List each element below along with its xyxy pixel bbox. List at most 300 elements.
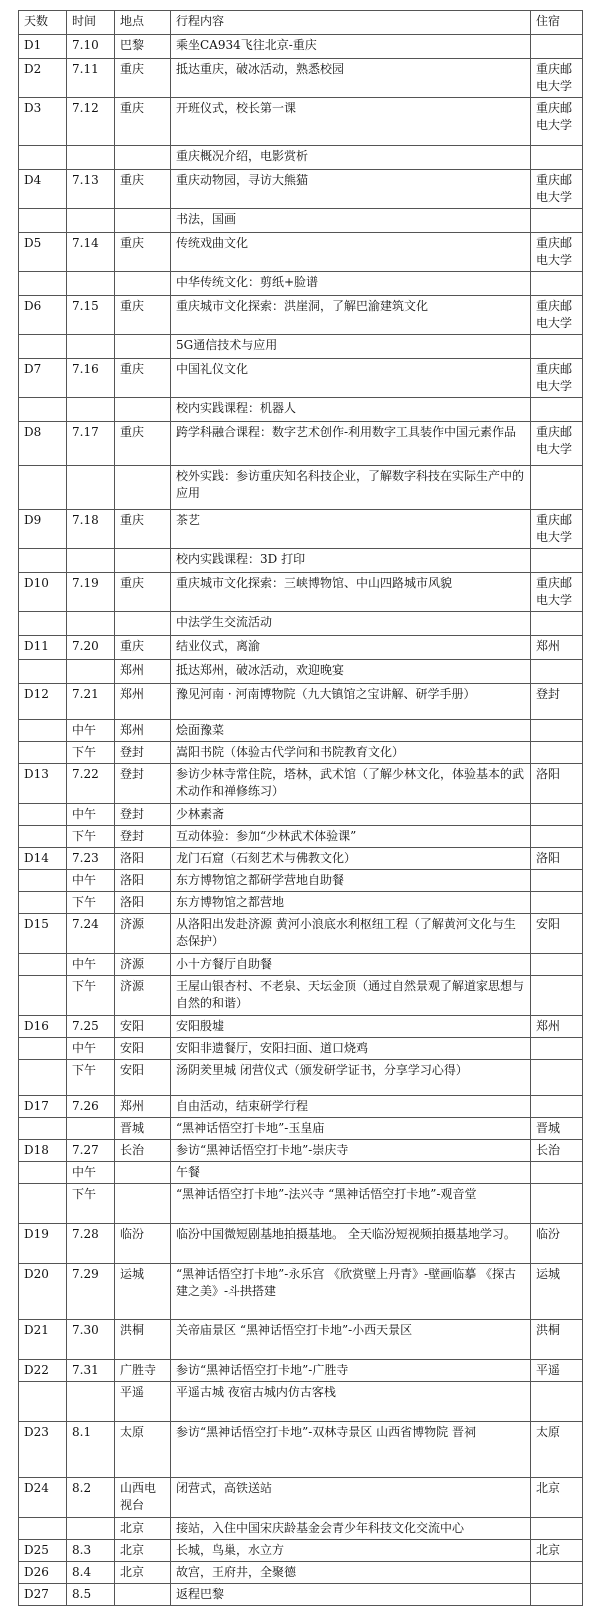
- table-row: [19, 1518, 583, 1540]
- stay-cell: 洛阳: [531, 848, 583, 870]
- stay-cell: [531, 870, 583, 892]
- day-cell: [19, 660, 67, 684]
- place-cell: 济源: [115, 976, 171, 1016]
- table-row: [19, 1096, 583, 1118]
- day-cell: D22: [19, 1360, 67, 1382]
- day-cell: D5: [19, 233, 67, 272]
- place-cell: [115, 146, 171, 170]
- place-cell: 太原: [115, 1422, 171, 1478]
- place-cell: 郑州: [115, 720, 171, 742]
- day-cell: D23: [19, 1422, 67, 1478]
- table-row: [19, 826, 583, 848]
- time-cell: [67, 209, 115, 233]
- place-cell: 运城: [115, 1264, 171, 1320]
- table-row: [19, 1038, 583, 1060]
- content-cell: “黑神话悟空打卡地”-法兴寺 “黑神话悟空打卡地”-观音堂: [171, 1184, 531, 1224]
- day-cell: D27: [19, 1584, 67, 1606]
- content-cell: 安阳殷墟: [171, 1016, 531, 1038]
- place-cell: 郑州: [115, 1096, 171, 1118]
- day-cell: [19, 892, 67, 914]
- day-cell: D12: [19, 684, 67, 720]
- stay-cell: 重庆邮电大学: [531, 359, 583, 398]
- place-cell: 重庆: [115, 573, 171, 612]
- time-cell: 7.14: [67, 233, 115, 272]
- time-cell: 8.5: [67, 1584, 115, 1606]
- day-cell: [19, 954, 67, 976]
- content-cell: 接站，入住中国宋庆龄基金会青少年科技文化交流中心: [171, 1518, 531, 1540]
- day-cell: D8: [19, 422, 67, 466]
- time-cell: [67, 466, 115, 510]
- table-row: [19, 1320, 583, 1360]
- table-row: [19, 1162, 583, 1184]
- time-cell: 7.27: [67, 1140, 115, 1162]
- time-cell: 下午: [67, 976, 115, 1016]
- day-cell: [19, 1118, 67, 1140]
- stay-cell: 郑州: [531, 1016, 583, 1038]
- day-cell: [19, 612, 67, 636]
- table-row: [19, 684, 583, 720]
- day-cell: D21: [19, 1320, 67, 1360]
- content-cell: 平遥古城 夜宿古城内仿古客栈: [171, 1382, 531, 1422]
- day-cell: D7: [19, 359, 67, 398]
- content-cell: 闭营式，高铁送站: [171, 1478, 531, 1518]
- place-cell: 洛阳: [115, 848, 171, 870]
- stay-cell: 郑州: [531, 636, 583, 660]
- time-cell: 7.17: [67, 422, 115, 466]
- stay-cell: [531, 804, 583, 826]
- content-cell: 午餐: [171, 1162, 531, 1184]
- place-cell: 重庆: [115, 510, 171, 549]
- day-cell: [19, 1060, 67, 1096]
- time-cell: 下午: [67, 826, 115, 848]
- stay-cell: 北京: [531, 1540, 583, 1562]
- table-row: [19, 209, 583, 233]
- content-cell: 抵达重庆，破冰活动，熟悉校园: [171, 59, 531, 98]
- stay-cell: [531, 1518, 583, 1540]
- table-row: [19, 1584, 583, 1606]
- place-cell: 重庆: [115, 636, 171, 660]
- place-cell: 平遥: [115, 1382, 171, 1422]
- table-row: [19, 398, 583, 422]
- content-cell: 嵩阳书院（体验古代学问和书院教育文化）: [171, 742, 531, 764]
- time-cell: 中午: [67, 1038, 115, 1060]
- time-cell: 7.30: [67, 1320, 115, 1360]
- place-cell: [115, 1184, 171, 1224]
- table-row: [19, 1382, 583, 1422]
- table-row: [19, 573, 583, 612]
- stay-cell: 重庆邮电大学: [531, 422, 583, 466]
- time-cell: [67, 1382, 115, 1422]
- place-cell: 重庆: [115, 59, 171, 98]
- table-row: [19, 720, 583, 742]
- time-cell: 8.4: [67, 1562, 115, 1584]
- content-cell: 校内实践课程：3D 打印: [171, 549, 531, 573]
- place-cell: 晋城: [115, 1118, 171, 1140]
- time-cell: 7.10: [67, 35, 115, 59]
- place-cell: 重庆: [115, 170, 171, 209]
- table-row: [19, 296, 583, 335]
- time-cell: 7.13: [67, 170, 115, 209]
- place-cell: 洛阳: [115, 892, 171, 914]
- table-row: [19, 1060, 583, 1096]
- table-row: [19, 954, 583, 976]
- place-cell: [115, 398, 171, 422]
- time-cell: [67, 1518, 115, 1540]
- table-row: [19, 549, 583, 573]
- table-row: [19, 146, 583, 170]
- time-cell: 8.2: [67, 1478, 115, 1518]
- table-row: [19, 764, 583, 804]
- day-cell: [19, 826, 67, 848]
- time-cell: 中午: [67, 954, 115, 976]
- place-cell: 长治: [115, 1140, 171, 1162]
- table-row: [19, 1422, 583, 1478]
- day-cell: [19, 209, 67, 233]
- time-cell: 7.25: [67, 1016, 115, 1038]
- day-cell: D14: [19, 848, 67, 870]
- place-cell: [115, 209, 171, 233]
- table-row: [19, 1562, 583, 1584]
- day-cell: [19, 1184, 67, 1224]
- content-cell: 5G通信技术与应用: [171, 335, 531, 359]
- place-cell: 登封: [115, 804, 171, 826]
- table-row: [19, 59, 583, 98]
- day-cell: D19: [19, 1224, 67, 1264]
- time-cell: 7.11: [67, 59, 115, 98]
- content-cell: 互动体验：参加“少林武术体验课”: [171, 826, 531, 848]
- day-cell: [19, 976, 67, 1016]
- time-cell: 7.24: [67, 914, 115, 954]
- day-cell: [19, 272, 67, 296]
- stay-cell: [531, 272, 583, 296]
- stay-cell: [531, 976, 583, 1016]
- table-row: [19, 170, 583, 209]
- header-row: [19, 11, 583, 35]
- content-cell: 汤阴羑里城 闭营仪式（颁发研学证书，分享学习心得）: [171, 1060, 531, 1096]
- stay-cell: 重庆邮电大学: [531, 98, 583, 146]
- place-cell: 登封: [115, 826, 171, 848]
- day-cell: [19, 742, 67, 764]
- stay-cell: [531, 1162, 583, 1184]
- table-row: [19, 804, 583, 826]
- content-cell: 临汾中国微短剧基地拍摄基地。 全天临汾短视频拍摄基地学习。: [171, 1224, 531, 1264]
- table-row: [19, 742, 583, 764]
- place-cell: [115, 549, 171, 573]
- stay-cell: 晋城: [531, 1118, 583, 1140]
- content-cell: 茶艺: [171, 510, 531, 549]
- header-time: 时间: [67, 11, 115, 35]
- time-cell: 中午: [67, 870, 115, 892]
- content-cell: 返程巴黎: [171, 1584, 531, 1606]
- content-cell: “黑神话悟空打卡地”-永乐宫 《欣赏壁上丹青》-壁画临摹 《探古建之美》-斗拱搭建: [171, 1264, 531, 1320]
- content-cell: 重庆概况介绍，电影赏析: [171, 146, 531, 170]
- time-cell: 7.12: [67, 98, 115, 146]
- day-cell: D9: [19, 510, 67, 549]
- day-cell: [19, 1382, 67, 1422]
- content-cell: 少林素斋: [171, 804, 531, 826]
- table-row: [19, 1264, 583, 1320]
- day-cell: [19, 1038, 67, 1060]
- content-cell: 王屋山银杏村、不老泉、天坛金顶（通过自然景观了解道家思想与自然的和谐）: [171, 976, 531, 1016]
- table-row: [19, 335, 583, 359]
- time-cell: 8.1: [67, 1422, 115, 1478]
- stay-cell: 安阳: [531, 914, 583, 954]
- header-day: 天数: [19, 11, 67, 35]
- header-place: 地点: [115, 11, 171, 35]
- time-cell: [67, 335, 115, 359]
- place-cell: 重庆: [115, 98, 171, 146]
- table-row: [19, 1016, 583, 1038]
- content-cell: 中国礼仪文化: [171, 359, 531, 398]
- time-cell: 7.21: [67, 684, 115, 720]
- content-cell: 东方博物馆之都研学营地自助餐: [171, 870, 531, 892]
- stay-cell: [531, 1060, 583, 1096]
- content-cell: 传统戏曲文化: [171, 233, 531, 272]
- stay-cell: [531, 1038, 583, 1060]
- time-cell: 7.26: [67, 1096, 115, 1118]
- time-cell: 7.19: [67, 573, 115, 612]
- table-row: [19, 98, 583, 146]
- place-cell: 山西电视台: [115, 1478, 171, 1518]
- time-cell: 7.23: [67, 848, 115, 870]
- stay-cell: [531, 1096, 583, 1118]
- content-cell: 结业仪式，离渝: [171, 636, 531, 660]
- table-row: [19, 914, 583, 954]
- stay-cell: 重庆邮电大学: [531, 59, 583, 98]
- time-cell: [67, 612, 115, 636]
- day-cell: D17: [19, 1096, 67, 1118]
- stay-cell: 临汾: [531, 1224, 583, 1264]
- time-cell: 下午: [67, 742, 115, 764]
- stay-cell: 平遥: [531, 1360, 583, 1382]
- day-cell: D20: [19, 1264, 67, 1320]
- content-cell: 参访“黑神话悟空打卡地”-崇庆寺: [171, 1140, 531, 1162]
- place-cell: [115, 612, 171, 636]
- place-cell: 安阳: [115, 1016, 171, 1038]
- place-cell: 重庆: [115, 233, 171, 272]
- content-cell: 长城，鸟巢，水立方: [171, 1540, 531, 1562]
- time-cell: [67, 398, 115, 422]
- time-cell: 7.20: [67, 636, 115, 660]
- place-cell: [115, 1162, 171, 1184]
- time-cell: [67, 660, 115, 684]
- day-cell: D2: [19, 59, 67, 98]
- table-row: [19, 870, 583, 892]
- content-cell: “黑神话悟空打卡地”-玉皇庙: [171, 1118, 531, 1140]
- time-cell: [67, 272, 115, 296]
- content-cell: 东方博物馆之都营地: [171, 892, 531, 914]
- content-cell: 关帝庙景区 “黑神话悟空打卡地”-小西天景区: [171, 1320, 531, 1360]
- table-row: [19, 892, 583, 914]
- time-cell: [67, 549, 115, 573]
- day-cell: D13: [19, 764, 67, 804]
- time-cell: 下午: [67, 1060, 115, 1096]
- content-cell: 重庆城市文化探索：三峡博物馆、中山四路城市风貌: [171, 573, 531, 612]
- table-row: [19, 466, 583, 510]
- place-cell: 郑州: [115, 684, 171, 720]
- stay-cell: [531, 398, 583, 422]
- time-cell: 7.22: [67, 764, 115, 804]
- content-cell: 校内实践课程：机器人: [171, 398, 531, 422]
- time-cell: 7.28: [67, 1224, 115, 1264]
- place-cell: 北京: [115, 1540, 171, 1562]
- stay-cell: 重庆邮电大学: [531, 233, 583, 272]
- content-cell: 龙门石窟（石刻艺术与佛教文化）: [171, 848, 531, 870]
- place-cell: 广胜寺: [115, 1360, 171, 1382]
- header-content: 行程内容: [171, 11, 531, 35]
- place-cell: 济源: [115, 954, 171, 976]
- table-row: [19, 636, 583, 660]
- place-cell: 北京: [115, 1518, 171, 1540]
- table-row: [19, 1184, 583, 1224]
- place-cell: 洪桐: [115, 1320, 171, 1360]
- place-cell: [115, 466, 171, 510]
- time-cell: 下午: [67, 892, 115, 914]
- content-cell: 中法学生交流活动: [171, 612, 531, 636]
- table-row: [19, 359, 583, 398]
- time-cell: 7.18: [67, 510, 115, 549]
- time-cell: 8.3: [67, 1540, 115, 1562]
- place-cell: [115, 272, 171, 296]
- stay-cell: [531, 892, 583, 914]
- stay-cell: [531, 1562, 583, 1584]
- content-cell: 豫见河南 · 河南博物院（九大镇馆之宝讲解、研学手册）: [171, 684, 531, 720]
- place-cell: 安阳: [115, 1060, 171, 1096]
- day-cell: [19, 146, 67, 170]
- place-cell: 临汾: [115, 1224, 171, 1264]
- time-cell: 7.16: [67, 359, 115, 398]
- stay-cell: [531, 660, 583, 684]
- time-cell: 中午: [67, 804, 115, 826]
- stay-cell: 重庆邮电大学: [531, 573, 583, 612]
- table-row: [19, 660, 583, 684]
- time-cell: 下午: [67, 1184, 115, 1224]
- time-cell: 中午: [67, 720, 115, 742]
- table-row: [19, 976, 583, 1016]
- content-cell: 校外实践：参访重庆知名科技企业，了解数字科技在实际生产中的应用: [171, 466, 531, 510]
- content-cell: 参访“黑神话悟空打卡地”-广胜寺: [171, 1360, 531, 1382]
- stay-cell: [531, 146, 583, 170]
- day-cell: [19, 1162, 67, 1184]
- stay-cell: [531, 826, 583, 848]
- stay-cell: [531, 954, 583, 976]
- day-cell: [19, 398, 67, 422]
- table-row: [19, 1224, 583, 1264]
- content-cell: 烩面豫菜: [171, 720, 531, 742]
- content-cell: 跨学科融合课程：数字艺术创作-利用数字工具装作中国元素作品: [171, 422, 531, 466]
- stay-cell: [531, 720, 583, 742]
- table-row: [19, 510, 583, 549]
- place-cell: 巴黎: [115, 35, 171, 59]
- stay-cell: 洪桐: [531, 1320, 583, 1360]
- stay-cell: 太原: [531, 1422, 583, 1478]
- content-cell: 参访“黑神话悟空打卡地”-双林寺景区 山西省博物院 晋祠: [171, 1422, 531, 1478]
- content-cell: 重庆动物园，寻访大熊猫: [171, 170, 531, 209]
- table-row: [19, 612, 583, 636]
- table-row: [19, 233, 583, 272]
- day-cell: [19, 1518, 67, 1540]
- place-cell: [115, 335, 171, 359]
- place-cell: 登封: [115, 742, 171, 764]
- day-cell: D16: [19, 1016, 67, 1038]
- content-cell: 小十方餐厅自助餐: [171, 954, 531, 976]
- table-row: [19, 272, 583, 296]
- day-cell: D15: [19, 914, 67, 954]
- stay-cell: 运城: [531, 1264, 583, 1320]
- stay-cell: 登封: [531, 684, 583, 720]
- stay-cell: 长治: [531, 1140, 583, 1162]
- content-cell: 故宫，王府井，全聚德: [171, 1562, 531, 1584]
- stay-cell: 重庆邮电大学: [531, 170, 583, 209]
- day-cell: [19, 466, 67, 510]
- day-cell: [19, 804, 67, 826]
- place-cell: 郑州: [115, 660, 171, 684]
- stay-cell: [531, 742, 583, 764]
- table-row: [19, 422, 583, 466]
- time-cell: 中午: [67, 1162, 115, 1184]
- stay-cell: [531, 209, 583, 233]
- itinerary-table: [18, 10, 583, 1606]
- day-cell: D11: [19, 636, 67, 660]
- table-row: [19, 848, 583, 870]
- day-cell: D26: [19, 1562, 67, 1584]
- itinerary: [18, 10, 582, 1606]
- place-cell: 登封: [115, 764, 171, 804]
- content-cell: 参访少林寺常住院，塔林，武术馆（了解少林文化，体验基本的武术动作和禅修练习）: [171, 764, 531, 804]
- table-row: [19, 1118, 583, 1140]
- stay-cell: 洛阳: [531, 764, 583, 804]
- day-cell: D10: [19, 573, 67, 612]
- stay-cell: 重庆邮电大学: [531, 296, 583, 335]
- table-row: [19, 1478, 583, 1518]
- time-cell: 7.15: [67, 296, 115, 335]
- stay-cell: [531, 466, 583, 510]
- table-row: [19, 1140, 583, 1162]
- table-row: [19, 35, 583, 59]
- content-cell: 书法，国画: [171, 209, 531, 233]
- time-cell: 7.29: [67, 1264, 115, 1320]
- table-row: [19, 1360, 583, 1382]
- day-cell: D4: [19, 170, 67, 209]
- stay-cell: [531, 612, 583, 636]
- day-cell: D18: [19, 1140, 67, 1162]
- day-cell: D6: [19, 296, 67, 335]
- content-cell: 自由活动，结束研学行程: [171, 1096, 531, 1118]
- place-cell: 重庆: [115, 296, 171, 335]
- header-stay: 住宿: [531, 11, 583, 35]
- time-cell: [67, 146, 115, 170]
- place-cell: 洛阳: [115, 870, 171, 892]
- day-cell: [19, 549, 67, 573]
- day-cell: D1: [19, 35, 67, 59]
- place-cell: 重庆: [115, 359, 171, 398]
- content-cell: 从洛阳出发赴济源 黄河小浪底水利枢纽工程（了解黄河文化与生态保护）: [171, 914, 531, 954]
- stay-cell: [531, 1584, 583, 1606]
- day-cell: [19, 720, 67, 742]
- table-row: [19, 1540, 583, 1562]
- stay-cell: 重庆邮电大学: [531, 510, 583, 549]
- stay-cell: [531, 35, 583, 59]
- place-cell: 济源: [115, 914, 171, 954]
- content-cell: 中华传统文化：剪纸+脸谱: [171, 272, 531, 296]
- content-cell: 安阳非遗餐厅，安阳扫面、道口烧鸡: [171, 1038, 531, 1060]
- place-cell: 北京: [115, 1562, 171, 1584]
- time-cell: [67, 1118, 115, 1140]
- content-cell: 开班仪式，校长第一课: [171, 98, 531, 146]
- day-cell: D24: [19, 1478, 67, 1518]
- stay-cell: [531, 1184, 583, 1224]
- time-cell: 7.31: [67, 1360, 115, 1382]
